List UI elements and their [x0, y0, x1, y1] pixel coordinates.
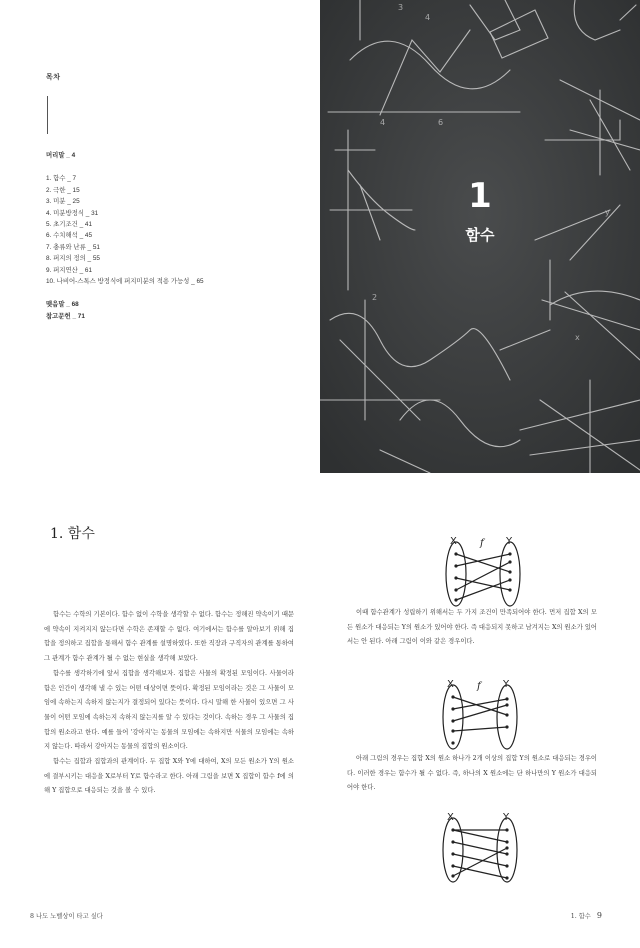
toc-item[interactable]: 7. 충류와 난류 _ 51 [46, 243, 100, 251]
toc-item[interactable]: 2. 극한 _ 15 [46, 186, 80, 194]
book-title: 나도 노벨상이 타고 싶다 [36, 913, 103, 920]
toc-item[interactable]: 1. 함수 _ 7 [46, 175, 77, 183]
svg-text:4: 4 [380, 118, 386, 127]
svg-text:y: y [605, 208, 610, 217]
svg-text:2: 2 [372, 293, 378, 302]
function-label: f [480, 538, 484, 549]
set-y-oval [500, 542, 520, 606]
svg-text:x: x [575, 333, 580, 342]
section-heading: 1. 함수 [50, 526, 95, 542]
function-label: f [477, 681, 481, 692]
paragraph: 함수는 수학의 기본이다. 함수 없이 수학을 생각할 수 없다. 함수는 정해진 약속이기 때문에 약속이 지켜지지 않는다면 수학은 존재할 수 없다. 여기에서는 함수를 알아보기 위해 집합을 정의하고 집합을 통해서 함수 관계를 설명하였다. 또한 직장과 구직자의 관계를 통하여 그 관계가 함수 관계가 될 수 없는 현실을 생각해 보았다. [44, 611, 294, 663]
toc-item[interactable]: 4. 미분방정식 _ 31 [46, 209, 99, 217]
non-function-diagram-unmapped [437, 675, 527, 760]
footer-right [571, 911, 602, 920]
svg-text:3: 3 [398, 3, 404, 12]
svg-text:4: 4 [425, 13, 431, 22]
body-text-left [44, 608, 294, 799]
set-x-label: X [447, 812, 454, 823]
page-number-right: 9 [596, 911, 602, 920]
chapter-title: 함수 [465, 226, 495, 244]
paragraph: 아래 그림의 경우는 집합 X의 원소 하나가 2개 이상의 집합 Y의 원소로 대응되는 경우이다. 이러한 경우는 함수가 될 수 없다. 즉, 하나의 X 원소에는 단 하나만의 Y 원소가 대응되어야 한다. [347, 755, 597, 792]
toc-item[interactable]: 3. 미분 _ 25 [46, 198, 80, 206]
toc-title: 목차 [46, 74, 61, 81]
toc-item[interactable]: 6. 수치해석 _ 45 [46, 232, 93, 240]
page-number-left: 8 [30, 913, 35, 920]
paragraph: 이때 함수관계가 성립하기 위해서는 두 가지 조건이 만족되어야 한다. 먼저 집합 X의 모든 원소가 대응되는 Y의 원소가 있어야 한다. 즉 대응되지 못하고 남겨지는 X의 원소가 있어서는 안 된다. 아래 그림이 이와 같은 경우이다. [347, 609, 597, 646]
footer-left [30, 911, 103, 920]
body-text-right-2 [347, 752, 597, 796]
toc-item[interactable]: 9. 퍼지연산 _ 61 [46, 266, 93, 274]
toc-item[interactable]: 10. 나비어-스톡스 방정식에 퍼지미분의 적용 가능성 _ 65 [46, 278, 204, 286]
chapter-number: 1 [468, 176, 492, 216]
toc-item[interactable]: 8. 퍼지의 정의 _ 55 [46, 255, 100, 263]
toc-preface[interactable]: 머리말 _ 4 [46, 152, 76, 159]
toc-references[interactable]: 참고문헌 _ 71 [46, 312, 85, 320]
set-y-label: Y [503, 812, 510, 823]
toc-afterword[interactable]: 맺음말 _ 68 [46, 301, 79, 309]
svg-text:6: 6 [438, 118, 444, 127]
paragraph: 함수를 생각하기에 앞서 집합을 생각해보자. 집합은 사물의 확정된 모임이다. 사물이라 함은 인간이 생각해 낼 수 있는 어떤 대상이면 뜻이다. 확정된 모임이라는 것은 그 사물이 모임에 속하는지 속하지 않는지가 결정되어 있다는 뜻이다. 다시 말해 한 사물이 있으면 그 사물이 어떤 모임에 속하는지 속하지 않는지를 알 수 있다는 것이다. 속하는 경우 그 사물의 집합의 원소라고 한다. 예를 들어 '강아지'는 동물의 모임에는 속하지만 식물의 모임에는 속하지 않는다. 따라서 강아지는 동물의 집합의 원소이다. [44, 669, 294, 751]
set-x-oval [446, 542, 466, 606]
function-mapping-diagram [440, 532, 530, 617]
set-x-label: X [447, 679, 454, 690]
toc-item[interactable]: 5. 초기조건 _ 41 [46, 221, 93, 229]
set-y-label: Y [506, 536, 513, 547]
body-text-right [347, 606, 597, 650]
running-head: 1. 함수 [570, 913, 591, 920]
set-y-label: Y [503, 679, 510, 690]
table-of-contents [46, 72, 306, 322]
non-function-diagram-one-to-many [437, 808, 527, 893]
toc-divider [47, 96, 48, 134]
set-x-label: X [450, 536, 457, 547]
paragraph: 함수는 집합과 집합과의 관계이다. 두 집합 X와 Y에 대하여, X의 모든 원소가 Y의 원소에 결부시키는 대응을 X로부터 Y로 함수라고 한다. 아래 그림을 보면 X 집합이 함수 f에 의해 Y 집합으로 대응되는 것을 볼 수 있다. [44, 758, 294, 795]
